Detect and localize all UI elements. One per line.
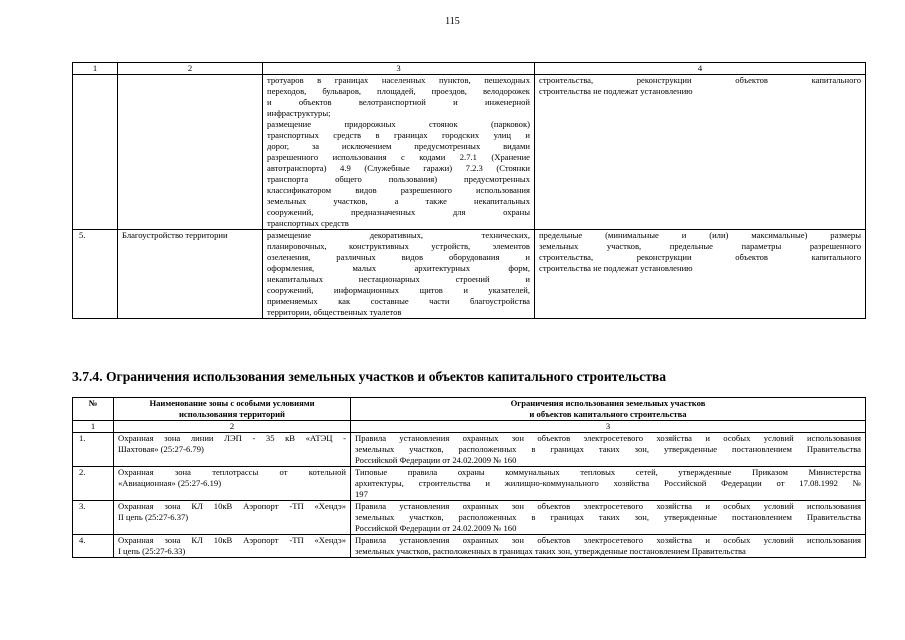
text-line: некапитальных нестационарных строений и [267,274,530,284]
text-line: размещение декоративных, технических, [267,230,530,240]
text-line: строительства, реконструкции объектов капитального [539,75,861,85]
col-number: 3 [263,63,535,75]
restriction-cell [351,501,866,535]
text-line: переходов, бульваров, площадей, проездов, велодорожек [267,86,530,96]
text-line: дорог, за исключением предусмотренных видами [267,141,530,151]
col-number: 1 [73,63,118,75]
header-number: № [73,398,114,421]
text-line: «Авиационная» (25:27-6.19) [118,478,222,488]
text-line: оформления, малых архитектурных форм, [267,263,530,273]
text-line: строительства, реконструкции объектов капитального [539,252,861,262]
text-line: земельных участков, расположенных в границах таких зон, утвержденные постановлением Правительства [355,512,861,522]
table-row [73,467,866,501]
text-line: территории, общественных туалетов [267,307,402,317]
zone-name-cell [114,535,351,558]
text-line: Правила установления охранных зон объектов электросетевого хозяйства и особых условий использования [355,501,861,511]
header-restrictions [351,398,866,421]
col-number: 3 [351,421,866,433]
row-number: 5. [73,230,118,319]
text-line: Охранная зона теплотрассы от котельной [118,467,346,477]
table-row [73,75,866,230]
text-line: озеленения, различных видов оборудования и [267,252,530,262]
text-line: земельных участков, расположенных в границах таких зон, утвержденные постановлением Правительства [355,444,861,454]
text-line: Правила установления охранных зон объектов электросетевого хозяйства и особых условий использования [355,433,861,443]
use-description-cell [263,75,535,230]
zone-name-cell [114,467,351,501]
text-line: земельных участков, расположенных в границах таких зон, утвержденные постановлением Правительства [355,546,746,556]
restriction-cell [351,535,866,558]
zone-name-cell [114,433,351,467]
table-column-numbers [73,63,866,75]
text-line: Охранная зона КЛ 10кВ Аэропорт -ТП «Хендэ» [118,535,346,545]
text-line: Охранная зона КЛ 10кВ Аэропорт -ТП «Хендэ» [118,501,346,511]
table-column-numbers [73,421,866,433]
text-line: применяемых как составные части благоустройства [267,296,530,306]
text-line: транспортных средств в границах городских улиц и [267,130,530,140]
col-number: 2 [114,421,351,433]
restriction-cell [351,433,866,467]
col-number: 4 [535,63,866,75]
text-line: Ограничения использования земельных участков [510,398,706,408]
col-number: 1 [73,421,114,433]
use-description-cell [263,230,535,319]
text-line: разрешенного использования с кодами 2.7.1 (Хранение [267,152,530,162]
row-number: 1. [73,433,114,467]
text-line: тротуаров в границах населенных пунктов, пешеходных [267,75,530,85]
row-number: 2. [73,467,114,501]
text-line: автотранспорта) 4.9 (Служебные гаражи) 7.2.3 (Стоянки [267,163,530,173]
text-line: размещение придорожных стоянок (парковок) [267,119,530,129]
row-number: 4. [73,535,114,558]
table-row [73,230,866,319]
text-line: транспортных средств [267,218,349,228]
row-number: 3. [73,501,114,535]
row-number-cell [73,75,118,230]
text-line: Наименование зоны с особыми условиями [149,398,315,408]
table-row [73,433,866,467]
header-zone-name [114,398,351,421]
text-line: использования территорий [178,409,286,419]
text-line: строительства не подлежат установлению [539,86,693,96]
table-header-row [73,398,866,421]
text-line: и объектов велотранспортной и инженерной [267,97,530,107]
use-name: Благоустройство территории [118,230,263,319]
text-line: предельные (минимальные и (или) максимальные) размеры [539,230,861,240]
restrictions-table [72,397,866,558]
text-line: и объектов капитального строительства [529,409,687,419]
text-line: сооружений, предназначенных для охраны [267,207,530,217]
parameters-cell [535,75,866,230]
section-title: 3.7.4. Ограничения использования земельных участков и объектов капитального строительства [72,369,667,384]
text-line: инфраструктуры; [267,108,331,118]
restriction-cell [351,467,866,501]
text-line: классификатором видов разрешенного использования [267,185,530,195]
col-number: 2 [118,63,263,75]
text-line: Шахтовая» (25:27-6.79) [118,444,204,454]
text-line: транспорта общего пользования) предусмотренных [267,174,530,184]
text-line: строительства не подлежат установлению [539,263,693,273]
text-line: Российской Федерации от 24.02.2009 № 160 [355,523,517,533]
text-line: Типовые правила охраны коммунальных тепловых сетей, утвержденные Приказом Министерства [355,467,861,477]
table-row [73,501,866,535]
text-line: земельных участков, предельные параметры разрешенного [539,241,861,251]
text-line: сооружений, информационных щитов и указателей, [267,285,530,295]
text-line: II цепь (25:27-6.37) [118,512,189,522]
table-row [73,535,866,558]
text-line: архитектуры, строительства и жилищно-коммунального хозяйства Российской Федерации от 17.08.1992 № [355,478,861,488]
land-use-table [72,62,866,319]
page-number: 115 [445,16,460,27]
text-line: Российской Федерации от 24.02.2009 № 160 [355,455,517,465]
zone-name-cell [114,501,351,535]
text-line: Правила установления охранных зон объектов электросетевого хозяйства и особых условий использования [355,535,861,545]
text-line: Охранная зона линии ЛЭП - 35 кВ «АТЭЦ - [118,433,346,443]
parameters-cell [535,230,866,319]
text-line: I цепь (25:27-6.33) [118,546,186,556]
text-line: 197 [355,489,368,499]
use-name-cell [118,75,263,230]
text-line: планировочных, конструктивных устройств, элементов [267,241,530,251]
text-line: земельных участков, а также некапитальных [267,196,530,206]
